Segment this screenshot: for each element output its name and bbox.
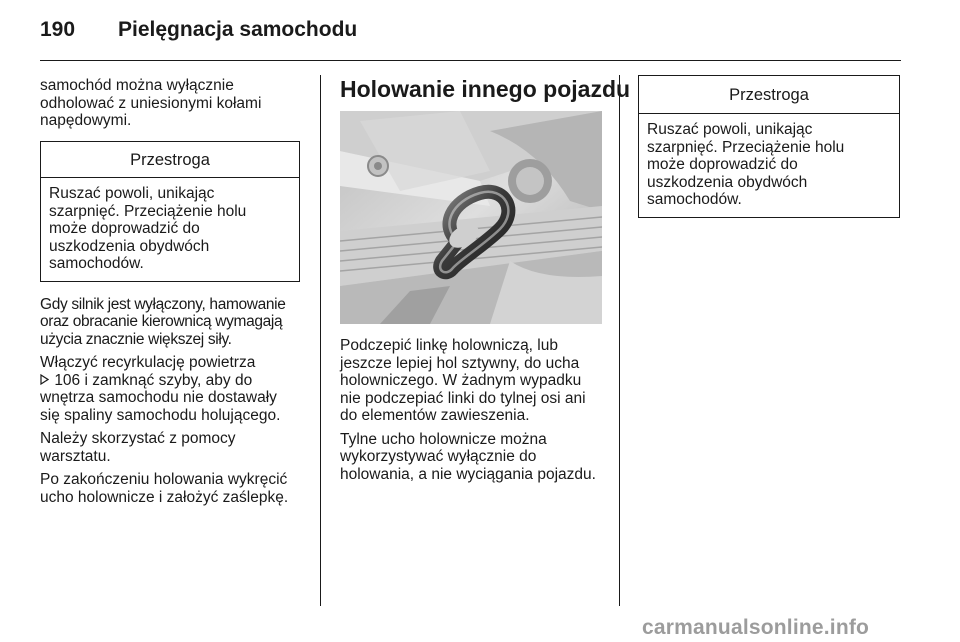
- column-divider-2: [619, 75, 620, 606]
- engine-off-paragraph: Gdy silnik jest wyłączony, hamowanie oraz obracanie kierownicą wymagają użycia znacznie większej siły.: [40, 295, 286, 348]
- warning-text-2: Ruszać powoli, unikając szarpnięć. Przeciążenie holu może doprowadzić do uszkodzenia obydwóch samochodów.: [647, 121, 845, 208]
- tow-eye-illustration: [340, 111, 602, 324]
- attach-tow-paragraph: Podczepić linkę holowniczą, lub jeszcze lepiej hol sztywny, do ucha holowniczego. W żadnym wypadku nie podczepiać linki do tylnej osi ani do elementów zawieszenia.: [340, 337, 586, 424]
- page-number: 190: [40, 18, 76, 41]
- workshop-paragraph: Należy skorzystać z pomocy warsztatu.: [40, 430, 236, 465]
- column-divider-1: [320, 75, 321, 606]
- page-reference-link[interactable]: 106: [54, 371, 81, 389]
- column-2: [340, 337, 610, 483]
- arrow-reference-icon[interactable]: [40, 372, 50, 390]
- section-heading: Holowanie innego pojazdu: [340, 76, 631, 102]
- page-header: [40, 18, 358, 42]
- after-towing-paragraph: Po zakończeniu holowania wykręcić ucho holownicze i założyć zaślepkę.: [40, 471, 289, 506]
- intro-paragraph: samochód można wyłącznie odholować z uniesionymi kołami napędowymi.: [40, 77, 262, 129]
- warning-box: [40, 141, 300, 282]
- header-rule: [40, 60, 901, 61]
- warning-title-2: Przestroga: [639, 76, 899, 114]
- column-1: [40, 77, 308, 506]
- watermark: carmanualsonline.info: [642, 616, 870, 639]
- rear-tow-eye-paragraph: Tylne ucho holownicze można wykorzystywać wyłącznie do holowania, a nie wyciągania pojazdu.: [340, 430, 596, 483]
- warning-title: Przestroga: [41, 142, 299, 179]
- warning-text: Ruszać powoli, unikając szarpnięć. Przeciążenie holu może doprowadzić do uszkodzenia obydwóch samochodów.: [49, 185, 247, 272]
- warning-box-2: [638, 75, 900, 218]
- recirculation-paragraph: Włączyć recyrkulację powietrza 106 i zamknąć szyby, aby do wnętrza samochodu nie dostawały się spaliny samochodu holującego.: [40, 354, 281, 424]
- section-title: Pielęgnacja samochodu: [118, 18, 358, 41]
